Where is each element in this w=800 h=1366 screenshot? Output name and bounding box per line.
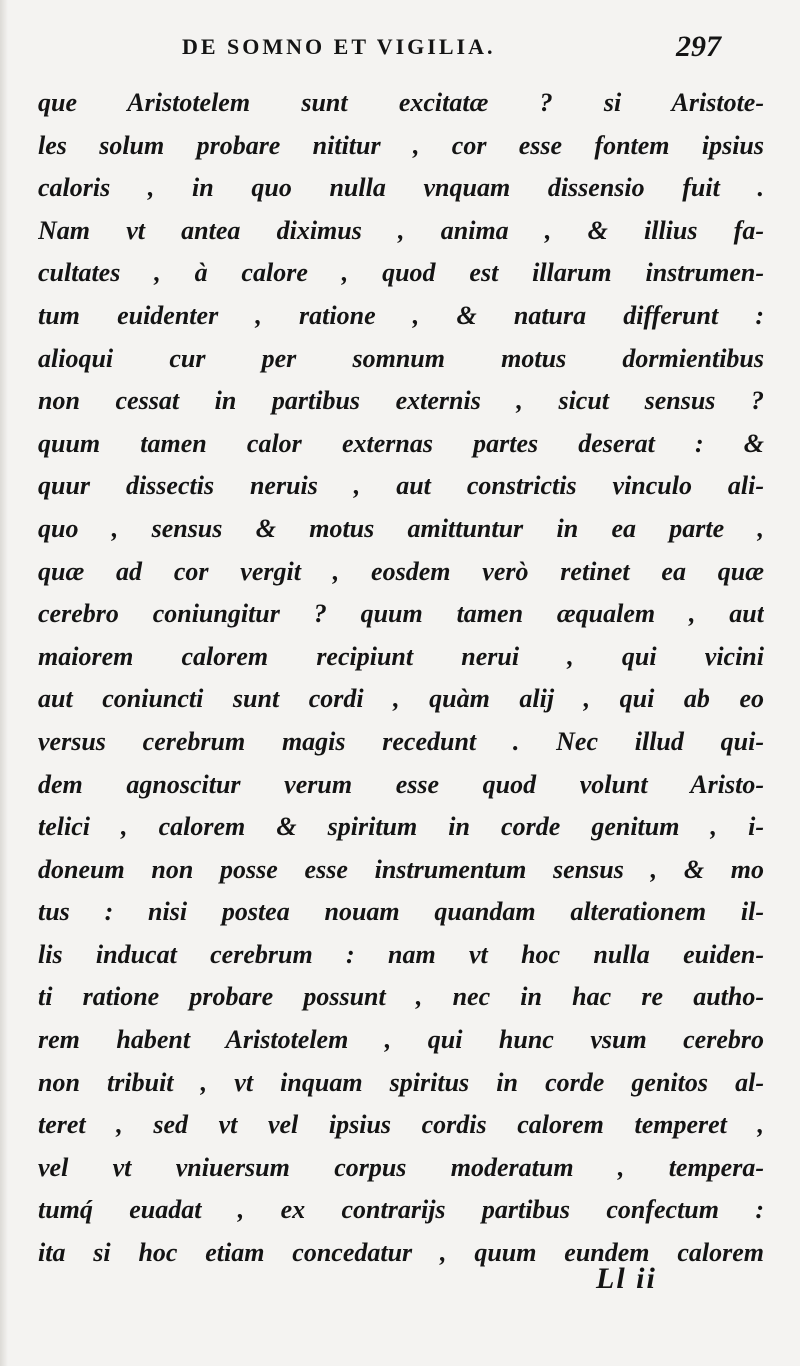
- text-line: quo , sensus & motus amittuntur in ea parte ,: [38, 513, 764, 543]
- text-line: ti ratione probare possunt , nec in hac re autho-: [38, 982, 764, 1012]
- text-line: dem agnoscitur verum esse quod volunt Aristo-: [38, 769, 764, 799]
- text-line: vel vt vniuersum corpus moderatum , tempera-: [38, 1152, 764, 1182]
- body-text: [38, 82, 764, 1275]
- text-line: Nam vt antea diximus , anima , & illius fa-: [38, 215, 764, 245]
- text-line: alioqui cur per somnum motus dormientibus: [38, 343, 764, 373]
- text-line: aut coniuncti sunt cordi , quàm alij , qui ab eo: [38, 684, 764, 714]
- text-line: quur dissectis neruis , aut constrictis vinculo ali-: [38, 471, 764, 501]
- text-line: ita si hoc etiam concedatur , quum eundem calorem: [38, 1238, 764, 1268]
- text-line: tus : nisi postea nouam quandam alterationem il-: [38, 897, 764, 927]
- page-header: [0, 28, 800, 78]
- text-line: cerebro coniungitur ? quum tamen æqualem , aut: [38, 599, 764, 629]
- text-line: les solum probare nititur , cor esse fontem ipsius: [38, 130, 764, 160]
- page-number: 297: [676, 30, 721, 63]
- text-line: maiorem calorem recipiunt nerui , qui vicini: [38, 641, 764, 671]
- text-line: non cessat in partibus externis , sicut sensus ?: [38, 386, 764, 416]
- text-line: teret , sed vt vel ipsius cordis calorem temperet ,: [38, 1110, 764, 1140]
- text-line: telici , calorem & spiritum in corde genitum , i-: [38, 812, 764, 842]
- text-line: tumq́ euadat , ex contrarijs partibus confectum :: [38, 1195, 764, 1225]
- text-line: lis inducat cerebrum : nam vt hoc nulla euiden-: [38, 939, 764, 969]
- text-line: quum tamen calor externas partes deserat : &: [38, 428, 764, 458]
- signature-mark: Ll ii: [596, 1262, 657, 1295]
- text-line: tum euidenter , ratione , & natura differunt :: [38, 300, 764, 330]
- text-line: non tribuit , vt inquam spiritus in corde genitos al-: [38, 1067, 764, 1097]
- page-gutter-shadow: [0, 0, 8, 1366]
- text-line: que Aristotelem sunt excitatæ ? si Aristote-: [38, 88, 764, 117]
- text-line: rem habent Aristotelem , qui hunc vsum cerebro: [38, 1025, 764, 1055]
- text-line: caloris , in quo nulla vnquam dissensio fuit .: [38, 173, 764, 203]
- running-title: DE SOMNO ET VIGILIA.: [182, 34, 496, 59]
- text-line: quæ ad cor vergit , eosdem verò retinet ea quæ: [38, 556, 764, 586]
- text-line: cultates , à calore , quod est illarum instrumen-: [38, 258, 764, 288]
- text-line: versus cerebrum magis recedunt . Nec illud qui-: [38, 726, 764, 756]
- text-line: doneum non posse esse instrumentum sensus , & mo: [38, 854, 764, 884]
